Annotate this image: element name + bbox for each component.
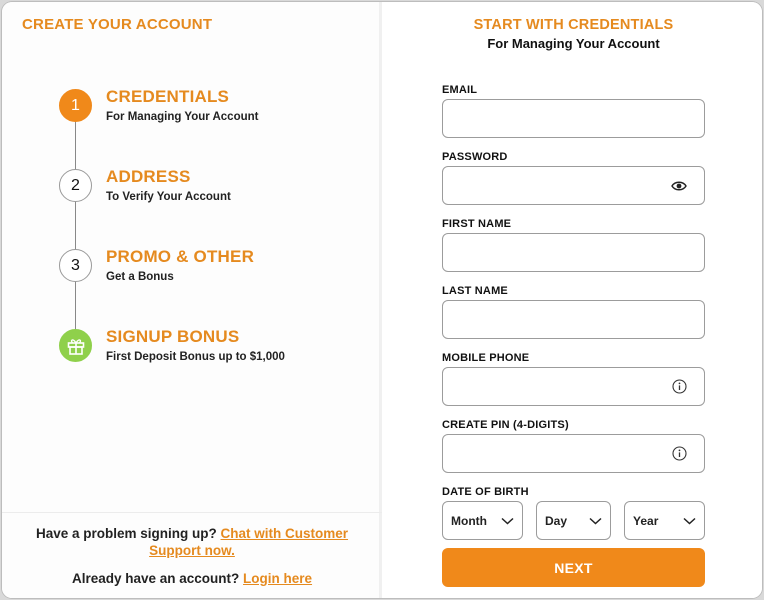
info-icon[interactable] <box>671 445 687 461</box>
help-footer <box>2 512 382 598</box>
login-link[interactable]: Login here <box>243 571 313 586</box>
panel-title: CREATE YOUR ACCOUNT <box>22 16 213 33</box>
email-label: EMAIL <box>442 84 478 96</box>
step-promo[interactable] <box>59 249 379 289</box>
step-title: PROMO & OTHER <box>106 247 255 266</box>
step-signup-bonus[interactable] <box>59 329 379 369</box>
pin-field[interactable] <box>442 434 705 473</box>
support-prefix: Have a problem signing up? <box>35 526 217 541</box>
signup-window <box>2 2 762 598</box>
step-subtitle: Get a Bonus <box>106 271 174 283</box>
password-label: PASSWORD <box>442 151 508 163</box>
step-number-badge: 3 <box>59 249 92 282</box>
form-title: START WITH CREDENTIALS <box>473 17 674 33</box>
step-title: ADDRESS <box>106 167 191 186</box>
eye-icon[interactable] <box>671 178 687 194</box>
dob-month-value: Month <box>451 513 487 528</box>
step-subtitle: To Verify Your Account <box>106 191 231 203</box>
info-icon[interactable] <box>671 378 687 394</box>
credentials-form <box>385 2 762 598</box>
step-title: SIGNUP BONUS <box>106 327 240 346</box>
dob-label: DATE OF BIRTH <box>442 486 529 498</box>
chevron-down-icon <box>588 516 602 526</box>
dob-year-value: Year <box>633 513 659 528</box>
steps-panel <box>2 2 382 598</box>
email-field[interactable] <box>442 99 705 138</box>
pin-label: CREATE PIN (4-DIGITS) <box>442 419 569 431</box>
step-address[interactable] <box>59 169 379 209</box>
gift-icon <box>59 329 92 362</box>
last-name-label: LAST NAME <box>442 285 508 297</box>
steps-connector <box>75 112 76 342</box>
support-text <box>12 525 372 559</box>
first-name-label: FIRST NAME <box>442 218 512 230</box>
dob-month-select[interactable] <box>442 501 523 540</box>
first-name-field[interactable] <box>442 233 705 272</box>
login-prefix: Already have an account? <box>71 571 240 586</box>
dob-year-select[interactable] <box>624 501 705 540</box>
step-credentials[interactable] <box>59 89 379 129</box>
step-number-badge: 1 <box>59 89 92 122</box>
dob-day-value: Day <box>545 513 568 528</box>
dob-day-select[interactable] <box>536 501 611 540</box>
next-button[interactable]: NEXT <box>442 548 705 587</box>
last-name-field[interactable] <box>442 300 705 339</box>
chevron-down-icon <box>682 516 696 526</box>
step-subtitle: For Managing Your Account <box>106 111 259 123</box>
mobile-phone-label: MOBILE PHONE <box>442 352 530 364</box>
step-number-badge: 2 <box>59 169 92 202</box>
chat-support-link[interactable]: Chat with Customer Support now. <box>149 526 349 558</box>
password-field[interactable] <box>442 166 705 205</box>
step-subtitle: First Deposit Bonus up to $1,000 <box>106 351 285 363</box>
form-subtitle: For Managing Your Account <box>487 36 660 51</box>
mobile-phone-field[interactable] <box>442 367 705 406</box>
login-text <box>12 571 372 586</box>
step-title: CREDENTIALS <box>106 87 230 106</box>
chevron-down-icon <box>500 516 514 526</box>
